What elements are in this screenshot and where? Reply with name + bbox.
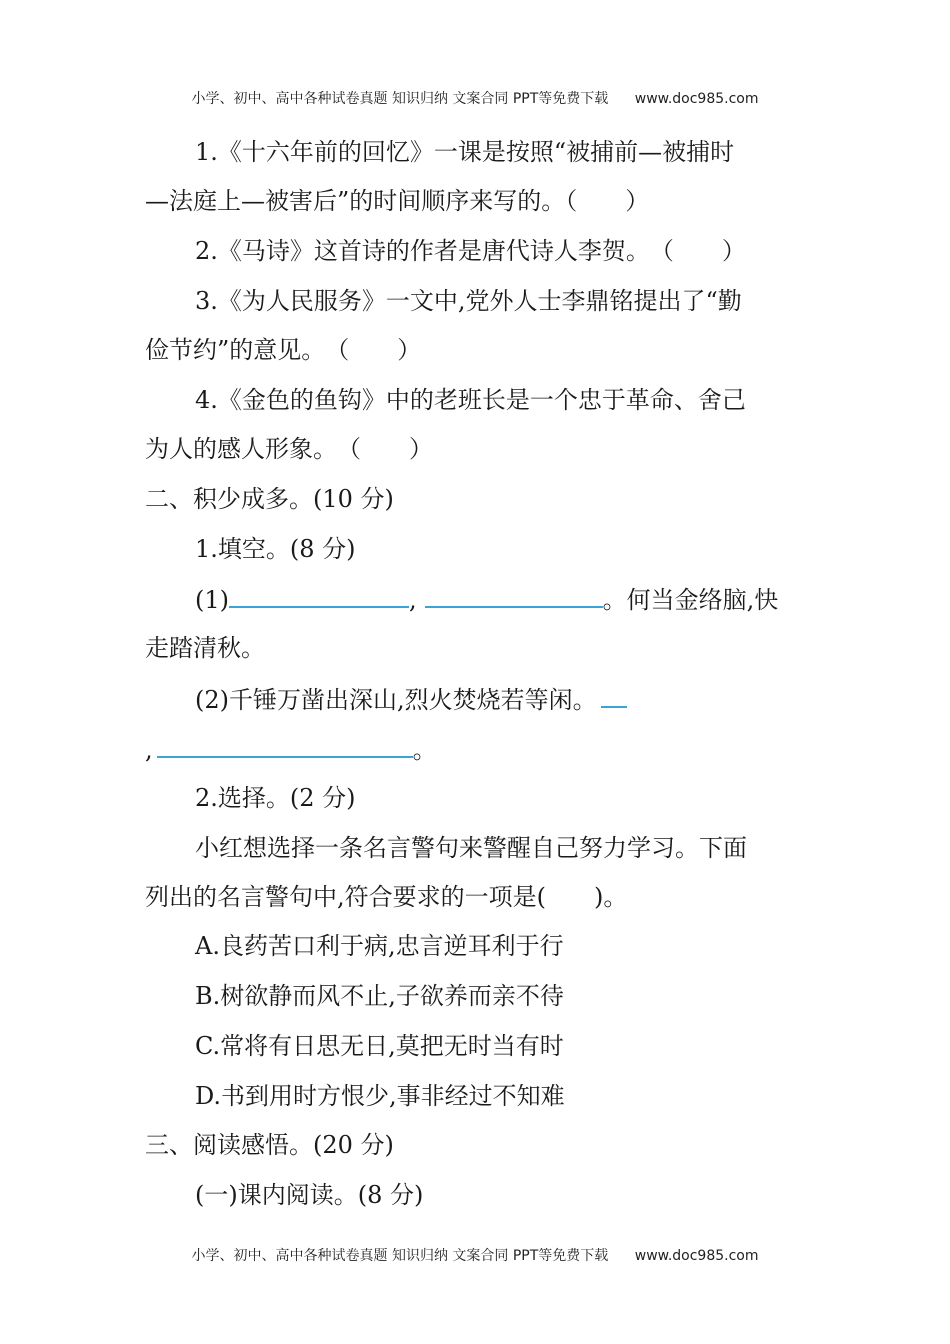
answer-blank-2a[interactable] [601, 682, 627, 708]
fill-blank-2-line2-prefix: , [145, 736, 153, 764]
page-header [0, 88, 950, 108]
fill-blank-1-line2: 走踏清秋。 [145, 634, 265, 662]
header-text: 小学、初中、高中各种试卷真题 知识归纳 文案合同 PPT等免费下载 [191, 91, 609, 107]
section-2-q2-title: 2.选择。(2 分) [195, 784, 356, 812]
q2-stem-line2: 列出的名言警句中,符合要求的一项是( )。 [145, 883, 628, 911]
header-url[interactable]: www.doc985.com [634, 91, 759, 107]
option-b[interactable]: B.树欲静而风不止,子欲养而亲不待 [195, 982, 564, 1010]
fill-blank-2 [195, 682, 627, 716]
judge-item-1-line1: 1.《十六年前的回忆》一课是按照“被捕前—被捕时 [195, 138, 735, 166]
judge-item-3-line2: 俭节约”的意见。 （ ） [145, 336, 422, 364]
answer-blank-1b[interactable] [425, 582, 603, 608]
fill-blank-1-mid: , [409, 586, 417, 614]
answer-blank-1a[interactable] [229, 582, 409, 608]
option-a[interactable]: A.良药苦口利于病,忠言逆耳利于行 [195, 932, 564, 960]
section-2-title: 二、积少成多。(10 分) [145, 485, 394, 513]
judge-item-2-line1: 2.《马诗》这首诗的作者是唐代诗人李贺。 （ ） [195, 237, 746, 265]
fill-blank-1-prefix: (1) [195, 586, 229, 614]
fill-blank-1-suffix: 。何当金络脑,快 [602, 586, 779, 614]
footer-text: 小学、初中、高中各种试卷真题 知识归纳 文案合同 PPT等免费下载 [191, 1248, 609, 1264]
answer-blank-2b[interactable] [157, 732, 413, 758]
fill-blank-1 [195, 582, 778, 616]
judge-item-4-line1: 4.《金色的鱼钩》中的老班长是一个忠于革命、舍己 [195, 386, 746, 414]
section-2-q1-title: 1.填空。(8 分) [195, 535, 356, 563]
judge-item-3-line1: 3.《为人民服务》一文中,党外人士李鼎铭提出了“勤 [195, 287, 742, 315]
section-3-sub1-title: (一)课内阅读。(8 分) [195, 1181, 424, 1209]
option-d[interactable]: D.书到用时方恨少,事非经过不知难 [195, 1082, 565, 1110]
page-footer [0, 1245, 950, 1265]
option-c[interactable]: C.常将有日思无日,莫把无时当有时 [195, 1032, 564, 1060]
q2-stem-line1: 小红想选择一条名言警句来警醒自己努力学习。下面 [195, 834, 747, 862]
fill-blank-2-line2-suffix: 。 [412, 736, 437, 764]
fill-blank-2-text: (2)千锤万凿出深山,烈火焚烧若等闲。 [195, 686, 597, 714]
footer-url[interactable]: www.doc985.com [634, 1248, 759, 1264]
section-3-title: 三、阅读感悟。(20 分) [145, 1131, 394, 1159]
judge-item-1-line2: —法庭上—被害后”的时间顺序来写的。（ ） [145, 187, 650, 215]
fill-blank-2-line2 [145, 732, 437, 766]
judge-item-4-line2: 为人的感人形象。 （ ） [145, 435, 433, 463]
